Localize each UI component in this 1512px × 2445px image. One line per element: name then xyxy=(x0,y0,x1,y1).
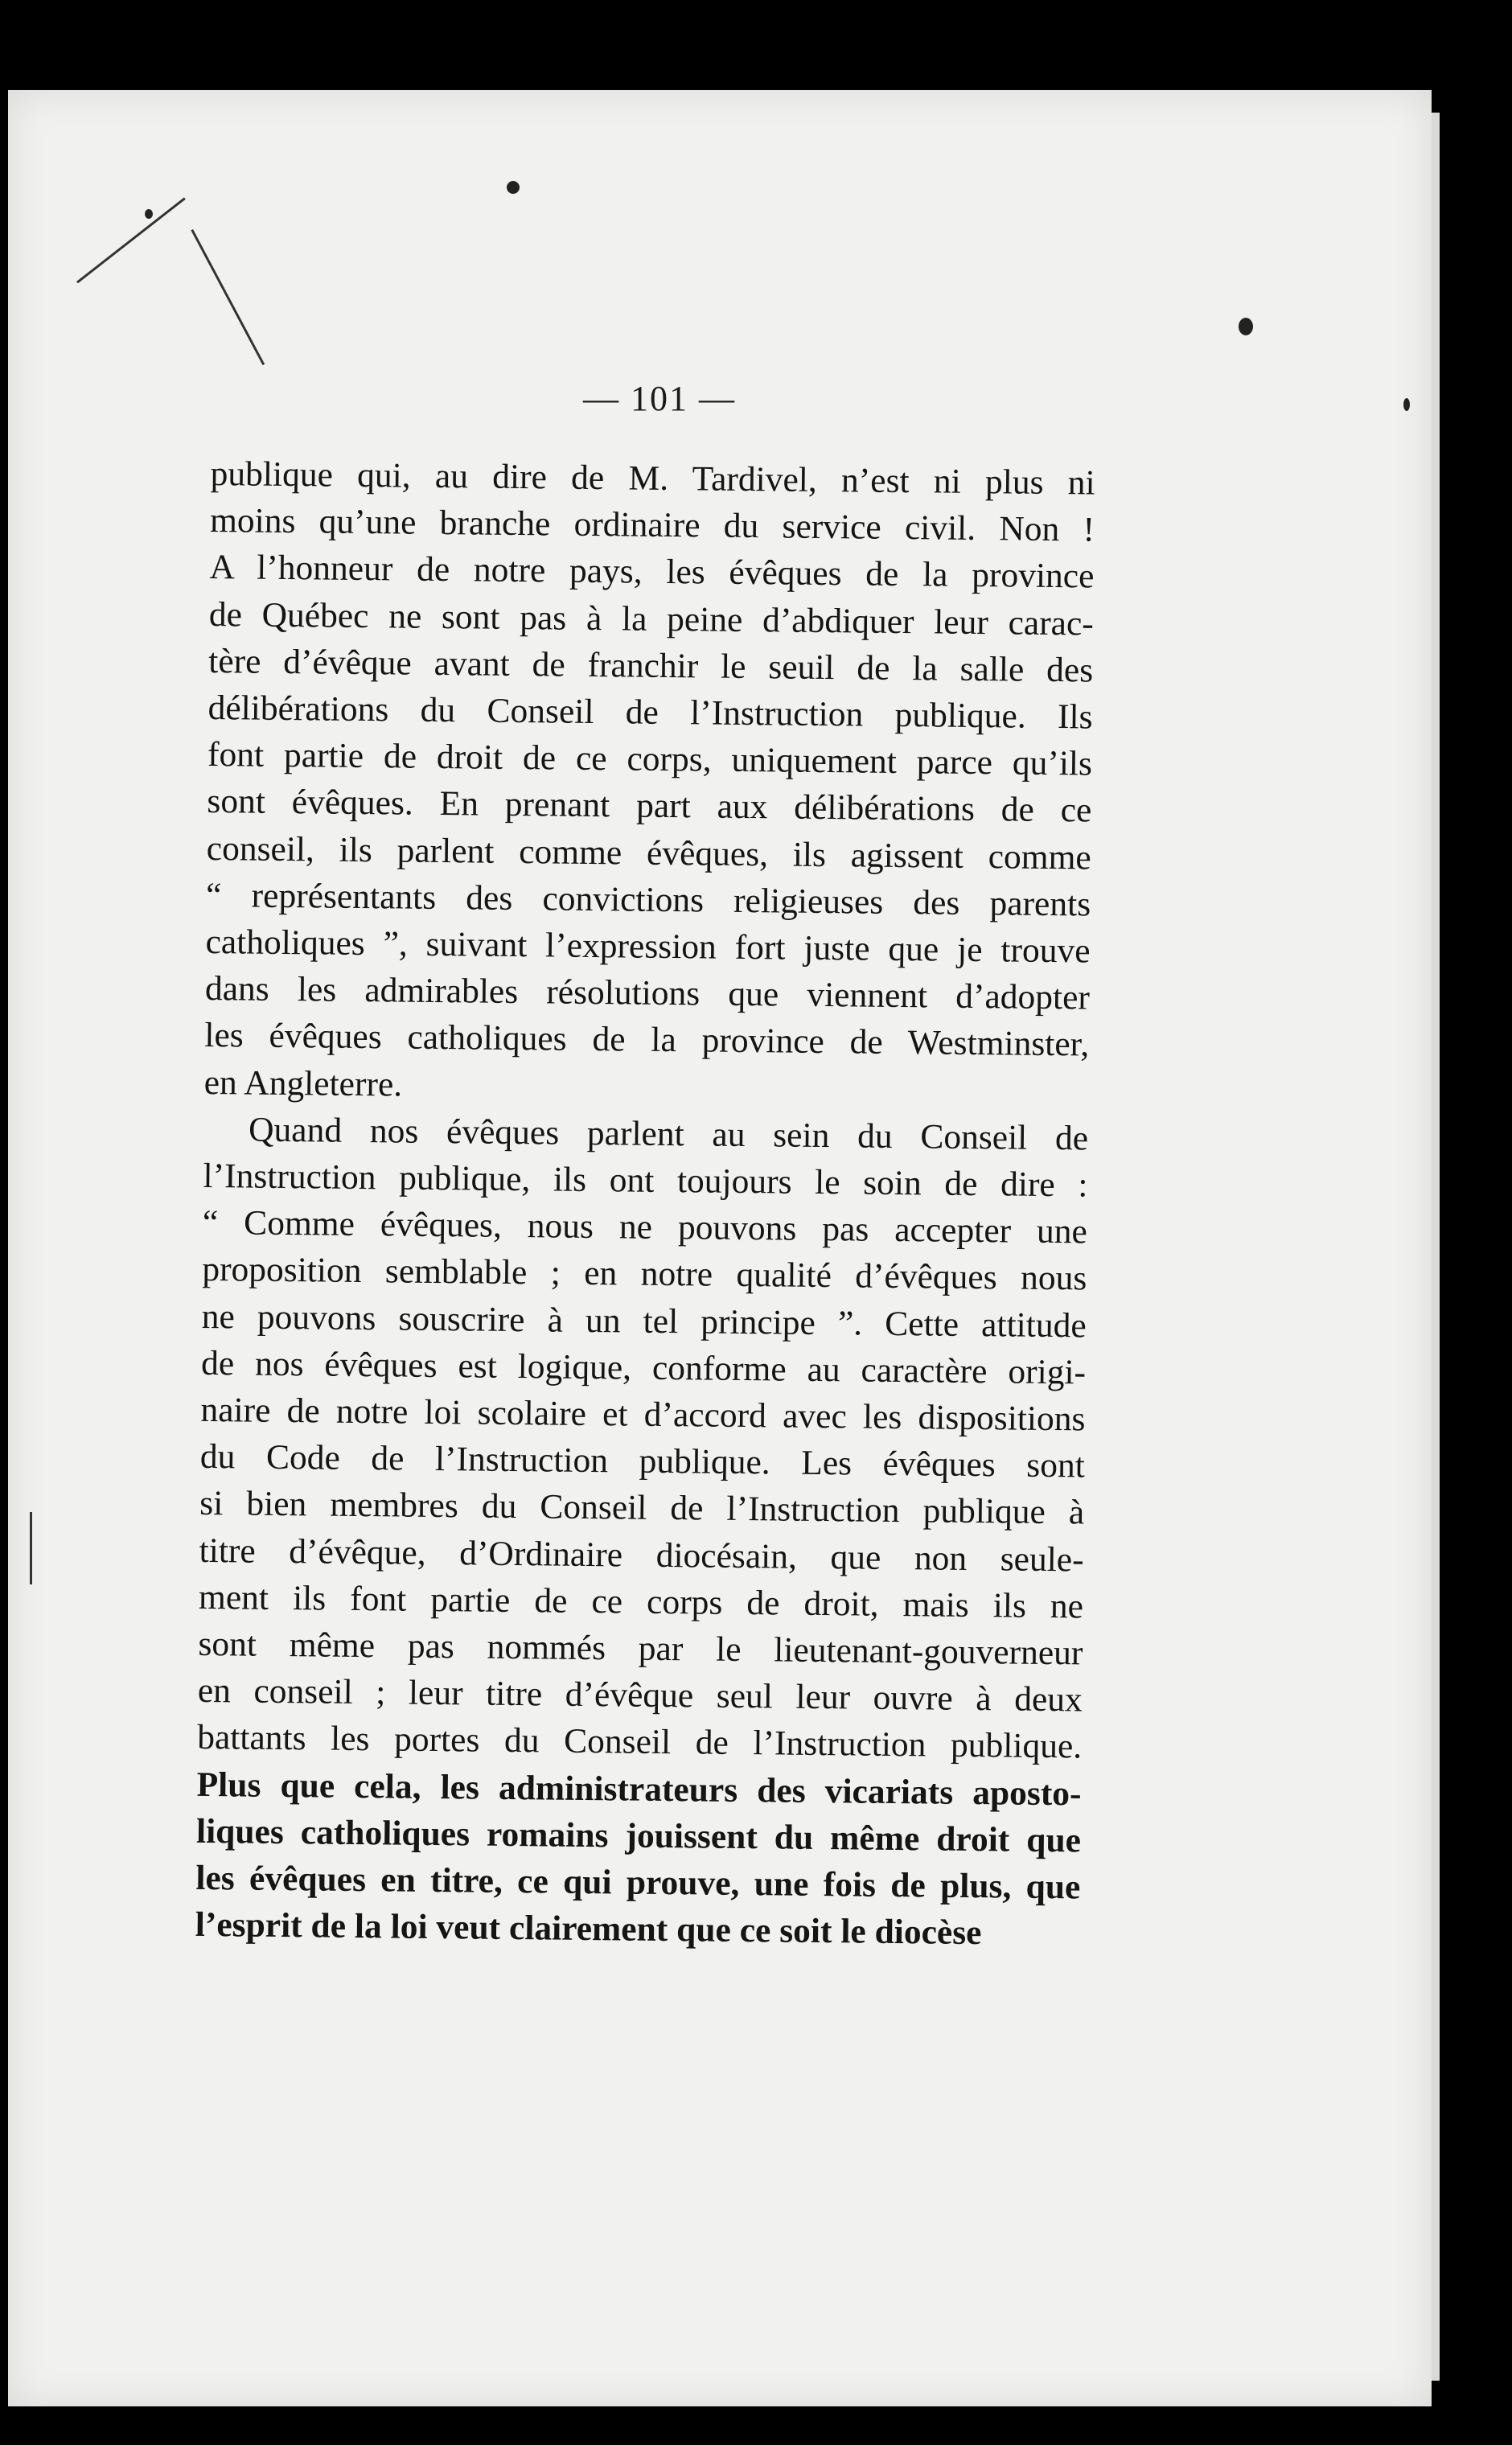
paragraph-2 xyxy=(195,1106,1088,1958)
text-line: dans les admirables résolutions que viennent d’adopter xyxy=(204,969,1091,1017)
scan-scratch xyxy=(30,1512,32,1584)
text-line: de nos évêques est logique, conforme au caractère origi- xyxy=(200,1343,1087,1392)
text-line: font partie de droit de ce corps, uniquement parce qu’ils xyxy=(207,735,1093,783)
text-line: catholiques ”, suivant l’expression fort juste que je trouve xyxy=(205,922,1091,971)
text-line: liques catholiques romains jouissent du même droit que xyxy=(195,1811,1082,1860)
text-line: en Angleterre. xyxy=(203,1062,403,1104)
text-line: les évêques en titre, ce qui prouve, une fois de plus, que xyxy=(195,1858,1081,1907)
text-line: de Québec ne sont pas à la peine d’abdiquer leur carac- xyxy=(208,594,1095,643)
text-line: délibérations du Conseil de l’Instruction publique. Ils xyxy=(207,688,1093,737)
text-line: “ représentants des convictions religieuses des parents xyxy=(205,875,1091,924)
text-line: les évêques catholiques de la province de Westminster, xyxy=(204,1016,1090,1064)
text-line: du Code de l’Instruction publique. Les évêques sont xyxy=(199,1437,1086,1485)
text-line: naire de notre loi scolaire et d’accord avec les dispositions xyxy=(200,1390,1086,1439)
scan-speck xyxy=(507,181,520,194)
text-line: ne pouvons souscrire à un tel principe ”. Cette attitude xyxy=(201,1296,1087,1346)
text-line: “ Comme évêques, nous ne pouvons pas accepter une xyxy=(202,1203,1088,1251)
text-line: sont même pas nommés par le lieutenant-gouverneur xyxy=(198,1624,1083,1673)
scan-speck xyxy=(1403,398,1410,411)
text-line: A l’honneur de notre pays, les évêques de la province xyxy=(209,548,1095,596)
text-line: titre d’évêque, d’Ordinaire diocésain, que non seule- xyxy=(199,1531,1084,1580)
text-line: en conseil ; leur titre d’évêque seul leur ouvre à deux xyxy=(197,1671,1083,1720)
text-line: publique qui, au dire de M. Tardivel, n’est ni plus ni xyxy=(210,454,1095,503)
page-body-text xyxy=(195,450,1095,1958)
text-line: ment ils font partie de ce corps de droit, mais ils ne xyxy=(198,1577,1084,1626)
text-line: si bien membres du Conseil de l’Instruction publique à xyxy=(199,1484,1085,1532)
text-line: battants les portes du Conseil de l’Instruction publique. xyxy=(196,1718,1083,1766)
text-line: Plus que cela, les administrateurs des vicariats aposto- xyxy=(196,1765,1082,1814)
text-line: tère d’évêque avant de franchir le seuil de la salle des xyxy=(208,641,1094,690)
text-line: sont évêques. En prenant part aux délibérations de ce xyxy=(207,782,1092,830)
text-line: l’esprit de la loi veut clairement que ce soit le diocèse xyxy=(195,1905,982,1953)
page-edge xyxy=(1432,113,1440,2381)
page-number: — 101 — xyxy=(583,379,736,418)
scan-speck xyxy=(1239,318,1253,335)
paragraph-1 xyxy=(203,450,1095,1115)
text-line: proposition semblable ; en notre qualité d’évêques nous xyxy=(202,1250,1087,1298)
text-line: moins qu’une branche ordinaire du service civil. Non ! xyxy=(209,501,1095,549)
text-line: l’Instruction publique, ils ont toujours le soin de dire : xyxy=(203,1156,1088,1205)
text-line: Quand nos évêques parlent au sein du Conseil de xyxy=(248,1110,1089,1158)
text-line: conseil, ils parlent comme évêques, ils agissent comme xyxy=(206,828,1092,877)
scan-speck xyxy=(145,209,153,219)
